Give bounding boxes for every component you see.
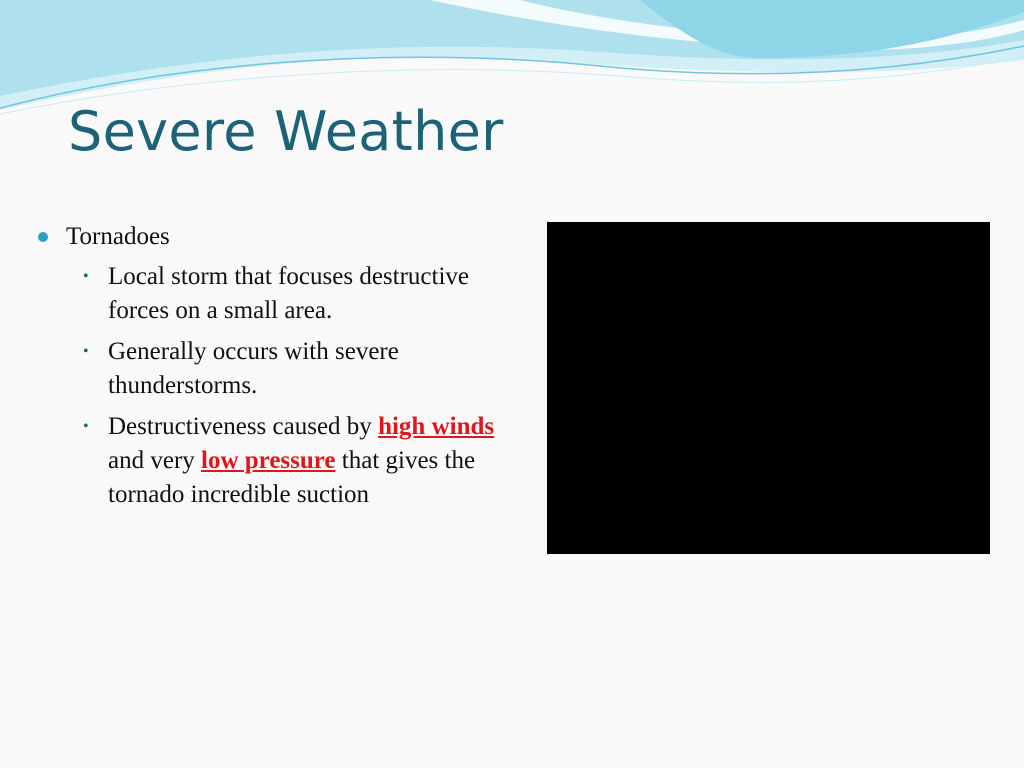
sub-bullet-destructiveness <box>36 410 536 512</box>
sub-bullet-text: Generally occurs with severe thunderstorms. <box>108 338 399 399</box>
sub-bullet-local-storm <box>36 260 536 328</box>
sub-bullet-text-part2: and very <box>108 447 202 474</box>
sub-bullet-dot-icon: • <box>83 343 89 360</box>
sub-bullet-thunderstorms <box>36 335 536 403</box>
emphasis-low-pressure: low pressure <box>201 447 336 474</box>
emphasis-high-winds: high winds <box>378 413 495 440</box>
embedded-media-placeholder[interactable] <box>547 222 990 554</box>
sub-bullet-dot-icon: • <box>83 418 89 435</box>
sub-bullet-dot-icon: • <box>83 268 89 285</box>
sub-bullet-text-part1: Destructiveness caused by <box>108 413 379 440</box>
slide-title: Severe Weather <box>68 100 504 163</box>
bullet-tornadoes <box>36 220 536 254</box>
sub-bullet-text: Local storm that focuses destructive forces on a small area. <box>108 263 469 324</box>
bullet-dot-icon <box>38 232 48 242</box>
sub-bullet-text-part3: that gives the tornado incredible suction <box>108 447 476 508</box>
bullet-list <box>36 220 536 519</box>
bullet-text: Tornadoes <box>66 223 170 250</box>
